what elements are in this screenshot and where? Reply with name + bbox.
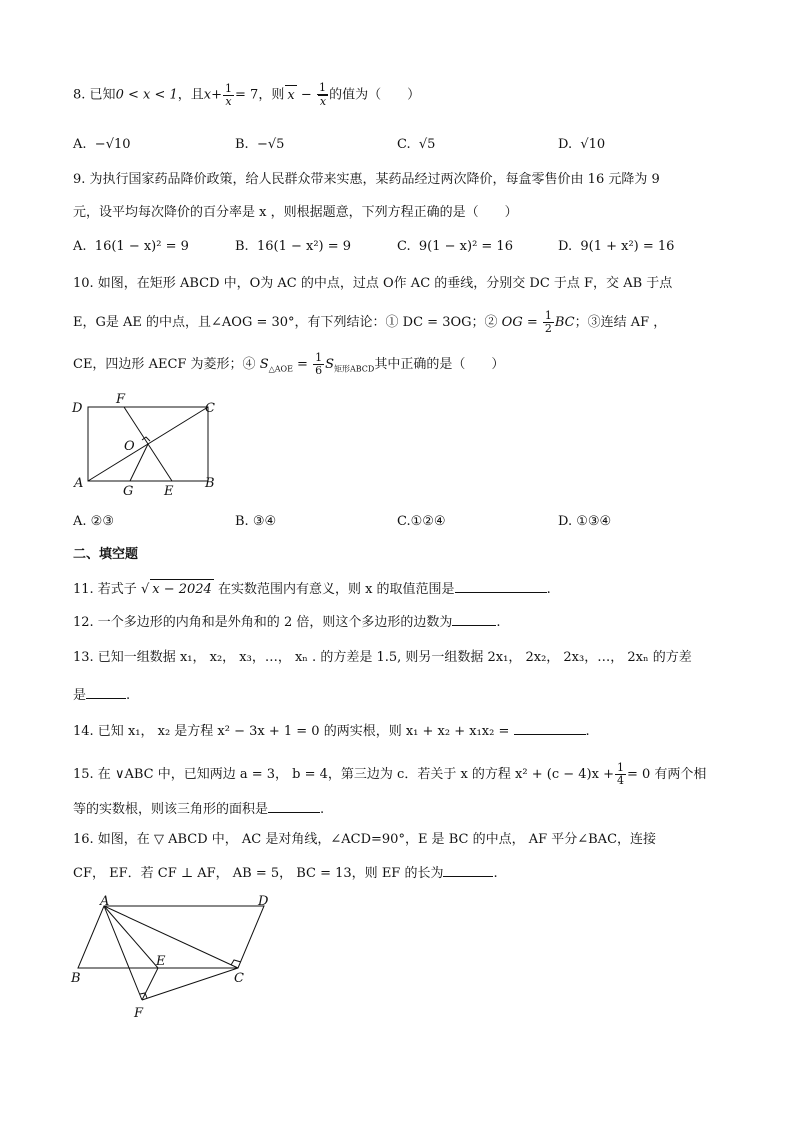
option-value: 16(1 − x)² = 9 [94, 239, 189, 254]
stem-text: 12. 一个多边形的内角和是外角和的 2 倍，则这个多边形的边数为 [73, 615, 453, 630]
option-label: B. [235, 514, 249, 529]
answer-blank[interactable] [455, 578, 547, 593]
option-value: 9(1 + x²) = 16 [580, 239, 675, 254]
stem-text: ，且 [177, 87, 204, 103]
answer-blank[interactable] [452, 611, 496, 626]
q10-option-b[interactable] [235, 512, 276, 532]
question-number: 8. [73, 87, 86, 103]
option-value: ①③④ [576, 514, 612, 529]
option-label: D. [558, 239, 573, 254]
option-value: −√5 [256, 137, 285, 152]
answer-blank[interactable] [514, 720, 586, 735]
stem-text: 是 [73, 688, 87, 703]
condition: 0 < x < 1 [115, 87, 178, 103]
fraction-one-over-sqrt-x: $\frac{1}{x}$ [317, 82, 328, 108]
question-13-line2 [73, 684, 130, 706]
option-value: ②③ [90, 514, 114, 529]
option-label: B. [235, 239, 249, 254]
option-label: A. [73, 137, 87, 152]
option-value: 9(1 − x)² = 16 [418, 239, 513, 254]
question-13-line1: 13. 已知一组数据 x₁， x₂， x₃，…， xₙ . 的方差是 1.5, 则另一组数据 2x₁， 2x₂， 2x₃，…， 2xₙ 的方差 [73, 650, 692, 665]
stem-text: 等的实数根，则该三角形的面积是 [73, 802, 269, 817]
stem-text: CE，四边形 AECF 为菱形；④ [73, 357, 256, 372]
question-16-line2 [73, 862, 498, 884]
stem-text: 11. 若式子 [73, 582, 137, 597]
fraction-one-over-x: $\frac{1}{x}$ [225, 81, 233, 108]
option-value: √5 [418, 137, 436, 152]
option-value: ③④ [252, 514, 277, 529]
stem-text: 其中正确的是（ ） [374, 357, 505, 372]
q9-option-c[interactable] [397, 237, 513, 257]
question-9-line1: 9. 为执行国家药品降价政策，给人民群众带来实惠，某药品经过两次降价，每盒零售价由 16 元降为 9 [73, 172, 660, 187]
stem-text: 已知 [89, 87, 116, 103]
question-10-line3: CE，四边形 AECF 为菱形；④ $S_{\triangle AOE}$ = $\frac{1}{6}$ $S_{矩形ABCD}$其中正确的是（ ） [73, 351, 505, 377]
q10-option-d[interactable] [558, 512, 611, 532]
label-c: C [205, 401, 215, 416]
period: . [493, 866, 498, 881]
stem-text: E，G是 AE 的中点，且∠AOG = 30°，有下列结论：① DC = 3OG；② [73, 315, 498, 330]
stem-text: 在实数范围内有意义，则 x 的取值范围是 [217, 582, 455, 597]
q9-option-b[interactable] [235, 237, 351, 257]
stem-text: 14. 已知 x₁， x₂ 是方程 x² − 3x + 1 = 0 的两实根，则 x₁ + x₂ + x₁x₂ = [73, 724, 510, 739]
label-e: E [164, 484, 174, 499]
option-label: A. [73, 239, 87, 254]
diagonal-ac [104, 906, 238, 968]
label-c: C [234, 971, 244, 986]
label-b: B [71, 971, 81, 986]
label-b: B [205, 476, 215, 491]
option-label: B. [235, 137, 249, 152]
question-10-line1: 10. 如图，在矩形 ABCD 中，O为 AC 的中点，过点 O作 AC 的垂线，分别交 DC 于点 F，交 AB 于点 [73, 276, 673, 291]
question-12 [73, 611, 500, 633]
equation-rhs: = 7 [235, 87, 259, 103]
option-value: ①②④ [410, 514, 446, 529]
label-f: F [134, 1006, 144, 1021]
stem-text: ；③连结 AF ， [574, 315, 667, 330]
q8-option-d[interactable] [558, 135, 605, 155]
segment-cf [142, 968, 238, 1000]
stem-text: = 0 有两个相 [626, 767, 707, 782]
q9-option-d[interactable] [558, 237, 674, 257]
q10-option-a[interactable] [73, 512, 114, 532]
stem-text: 15. 在 ∨ABC 中，已知两边 a = 3， b = 4，第三边为 c．若关于 x 的方程 x² + (c − 4)x + [73, 767, 614, 782]
option-label: A. [73, 514, 87, 529]
period: . [496, 615, 501, 630]
sqrt-x: x [285, 85, 296, 106]
q8-option-c[interactable] [397, 135, 435, 155]
question-15-line1 [73, 762, 706, 787]
option-label: C. [397, 239, 411, 254]
period: . [546, 582, 551, 597]
option-value: √10 [580, 137, 606, 152]
question-9-line2: 元，设平均每次降价的百分率是 x ，则根据题意，下列方程正确的是（ ） [73, 205, 518, 220]
question-16-line1: 16. 如图，在 ▽ ABCD 中， AC 是对角线，∠ACD=90°，E 是 BC 的中点， AF 平分∠BAC，连接 [73, 832, 657, 847]
question-11: 11. 若式子 √ x − 2024 在实数范围内有意义，则 x 的取值范围是 . [73, 578, 551, 600]
figure-parallelogram-abcd [66, 892, 286, 1022]
section-heading: 二、填空题 [73, 547, 139, 562]
period: . [585, 724, 590, 739]
label-d: D [258, 894, 269, 909]
q8-option-a[interactable] [73, 135, 131, 155]
label-g: G [123, 484, 134, 499]
fraction-one-quarter: $\frac{1}{4}$ [616, 761, 624, 787]
period: . [320, 802, 325, 817]
option-label: D. [558, 514, 573, 529]
label-a: A [100, 894, 110, 909]
option-value: 16(1 − x²) = 9 [256, 239, 352, 254]
question-15-line2 [73, 798, 324, 820]
stem-text: ，则 [258, 87, 285, 103]
fraction-one-sixth: $\frac{1}{6}$ [315, 351, 323, 377]
answer-blank[interactable] [268, 798, 320, 813]
segment-ae [104, 906, 158, 968]
label-e: E [156, 954, 166, 969]
stem-text: CF， EF．若 CF ⊥ AF， AB = 5， BC = 13，则 EF 的长为 [73, 866, 444, 881]
question-8-stem: 8. 已知0 < x < 1，且x+ $\frac{1}{x}$ = 7，则 x − $\frac{1}{x}$ 的值为（ ） [73, 81, 421, 108]
q8-option-b[interactable] [235, 135, 284, 155]
label-d: D [72, 401, 83, 416]
radicand: x − 2024 [150, 579, 214, 600]
stem-text: 的值为（ ） [329, 87, 421, 103]
answer-blank[interactable] [443, 862, 493, 877]
label-f: F [116, 392, 126, 407]
q9-option-a[interactable] [73, 237, 189, 257]
question-10-line2: E，G是 AE 的中点，且∠AOG = 30°，有下列结论：① DC = 3OG；② OG = $\frac{1}{2}$ BC；③连结 AF ， [73, 309, 667, 335]
period: . [126, 688, 131, 703]
option-label: D. [558, 137, 573, 152]
option-value: −√10 [94, 137, 131, 152]
option-label: C. [397, 137, 411, 152]
label-a: A [74, 476, 84, 491]
q10-option-c[interactable] [397, 512, 446, 532]
segment-af [104, 906, 142, 1000]
label-o: O [124, 439, 135, 454]
figure-rectangle-abcd [68, 390, 228, 500]
question-14 [73, 720, 590, 742]
option-label: C. [397, 514, 411, 529]
answer-blank[interactable] [86, 684, 126, 699]
fraction-one-half: $\frac{1}{2}$ [544, 309, 552, 335]
